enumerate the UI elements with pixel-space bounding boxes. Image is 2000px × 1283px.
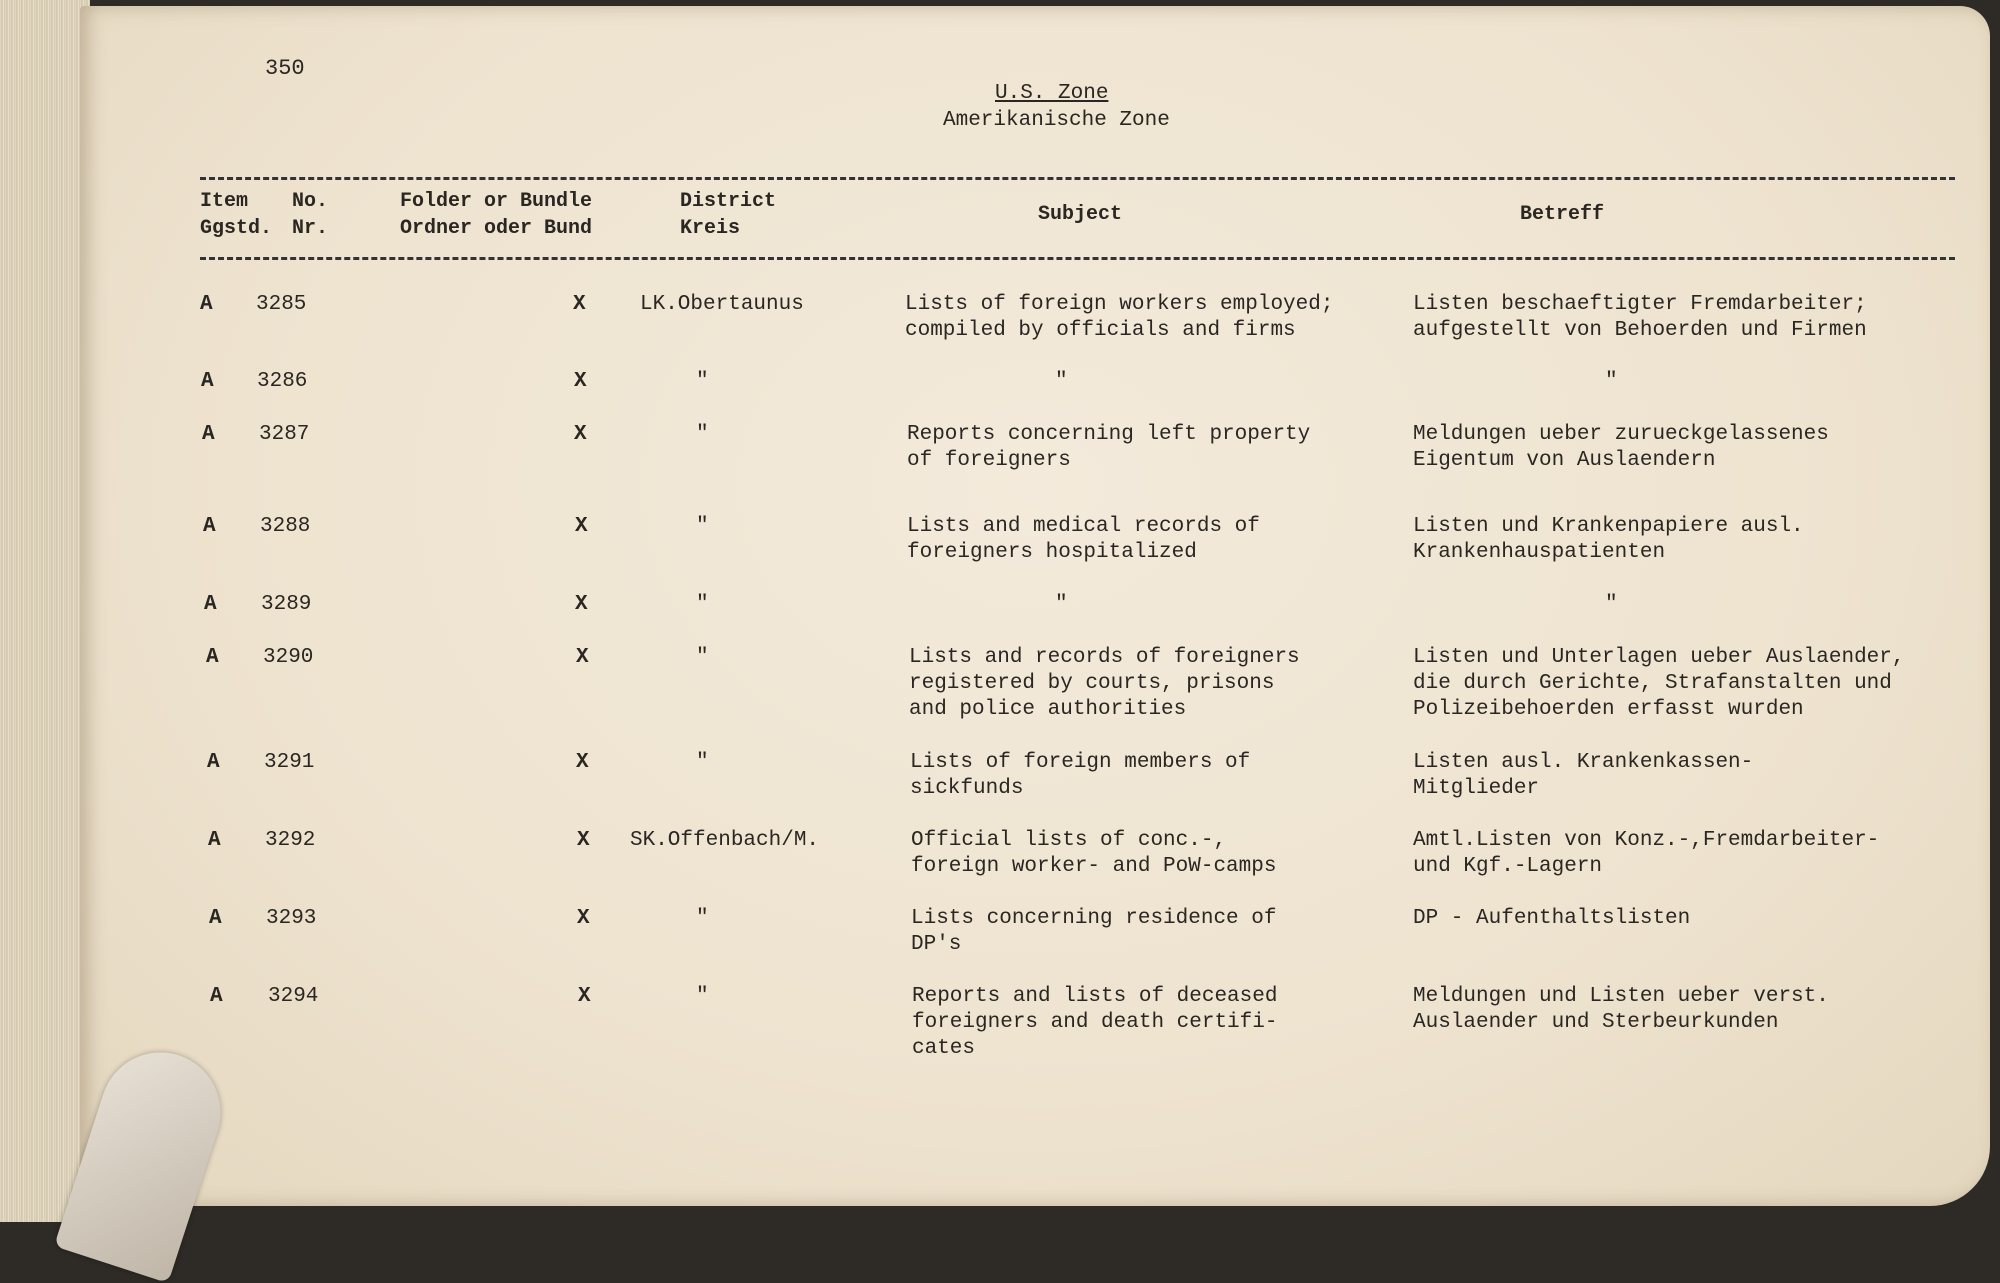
header-item-de: Ggstd.: [200, 217, 273, 240]
row-item: A: [209, 907, 222, 930]
header-rule-top: [200, 177, 1955, 180]
row-folder: X: [575, 515, 588, 538]
row-betreff: ": [1605, 593, 1618, 616]
row-number: 3288: [260, 515, 311, 538]
row-district: ": [696, 751, 709, 774]
row-number: 3292: [265, 829, 316, 852]
row-betreff: Listen und Krankenpapiere ausl. Krankenhauspatienten: [1413, 515, 1804, 564]
row-district: ": [696, 646, 709, 669]
row-item: A: [203, 515, 216, 538]
row-district: ": [696, 907, 709, 930]
row-item: A: [207, 751, 220, 774]
row-number: 3290: [263, 646, 314, 669]
row-subject: Official lists of conc.-, foreign worker- and PoW-camps: [911, 829, 1277, 878]
row-number: 3294: [268, 985, 319, 1008]
row-district: ": [696, 423, 709, 446]
row-subject: Lists of foreign members of sickfunds: [910, 751, 1251, 800]
row-betreff: ": [1605, 370, 1618, 393]
row-betreff: Listen ausl. Krankenkassen- Mitglieder: [1413, 751, 1754, 800]
header-item-en: Item: [200, 190, 249, 213]
row-number: 3285: [256, 293, 307, 316]
row-item: A: [200, 293, 213, 316]
zone-subtitle: Amerikanische Zone: [943, 109, 1170, 132]
row-item: A: [201, 370, 214, 393]
row-district: LK.Obertaunus: [640, 293, 804, 316]
row-folder: X: [575, 593, 588, 616]
header-betreff: Betreff: [1520, 203, 1605, 226]
header-folder-en: Folder or Bundle: [400, 190, 593, 213]
row-betreff: Listen und Unterlagen ueber Auslaender, die durch Gerichte, Strafanstalten und Polizeibehoerden erfasst wurden: [1413, 646, 1905, 721]
zone-title: U.S. Zone: [995, 82, 1109, 105]
row-subject: Lists of foreign workers employed; compiled by officials and firms: [905, 293, 1334, 342]
row-subject: ": [1055, 593, 1068, 616]
row-number: 3289: [261, 593, 312, 616]
header-district-de: Kreis: [680, 217, 741, 240]
row-item: A: [206, 646, 219, 669]
row-subject: ": [1055, 370, 1068, 393]
row-folder: X: [578, 985, 591, 1008]
page-number: 350: [265, 56, 305, 81]
row-betreff: Meldungen ueber zurueckgelassenes Eigentum von Auslaendern: [1413, 423, 1829, 472]
row-subject: Reports concerning left property of foreigners: [907, 423, 1311, 472]
row-folder: X: [577, 907, 590, 930]
row-number: 3293: [266, 907, 317, 930]
row-item: A: [210, 985, 223, 1008]
header-rule-bottom: [200, 257, 1955, 260]
row-number: 3286: [257, 370, 308, 393]
header-folder-de: Ordner oder Bund: [400, 217, 593, 240]
row-subject: Reports and lists of deceased foreigners and death certifi- cates: [912, 985, 1278, 1060]
row-folder: X: [576, 751, 589, 774]
page-edges: [0, 0, 90, 1222]
row-folder: X: [574, 370, 587, 393]
row-district: ": [696, 370, 709, 393]
row-subject: Lists and medical records of foreigners hospitalized: [907, 515, 1260, 564]
row-item: A: [204, 593, 217, 616]
row-folder: X: [576, 646, 589, 669]
header-subject: Subject: [1038, 203, 1123, 226]
row-betreff: Meldungen und Listen ueber verst. Auslaender und Sterbeurkunden: [1413, 985, 1829, 1034]
header-no-de: Nr.: [292, 217, 329, 240]
row-betreff: DP - Aufenthaltslisten: [1413, 907, 1691, 930]
row-number: 3287: [259, 423, 310, 446]
row-item: A: [202, 423, 215, 446]
row-number: 3291: [264, 751, 315, 774]
row-item: A: [208, 829, 221, 852]
row-folder: X: [577, 829, 590, 852]
row-district: ": [696, 593, 709, 616]
row-folder: X: [573, 293, 586, 316]
row-subject: Lists concerning residence of DP's: [911, 907, 1277, 956]
row-betreff: Amtl.Listen von Konz.-,Fremdarbeiter- und Kgf.-Lagern: [1413, 829, 1880, 878]
row-folder: X: [574, 423, 587, 446]
header-district-en: District: [680, 190, 777, 213]
row-district: ": [696, 985, 709, 1008]
header-no-en: No.: [292, 190, 329, 213]
row-district: ": [696, 515, 709, 538]
row-subject: Lists and records of foreigners registered by courts, prisons and police authorities: [909, 646, 1300, 721]
row-betreff: Listen beschaeftigter Fremdarbeiter; aufgestellt von Behoerden und Firmen: [1413, 293, 1867, 342]
row-district: SK.Offenbach/M.: [630, 829, 820, 852]
